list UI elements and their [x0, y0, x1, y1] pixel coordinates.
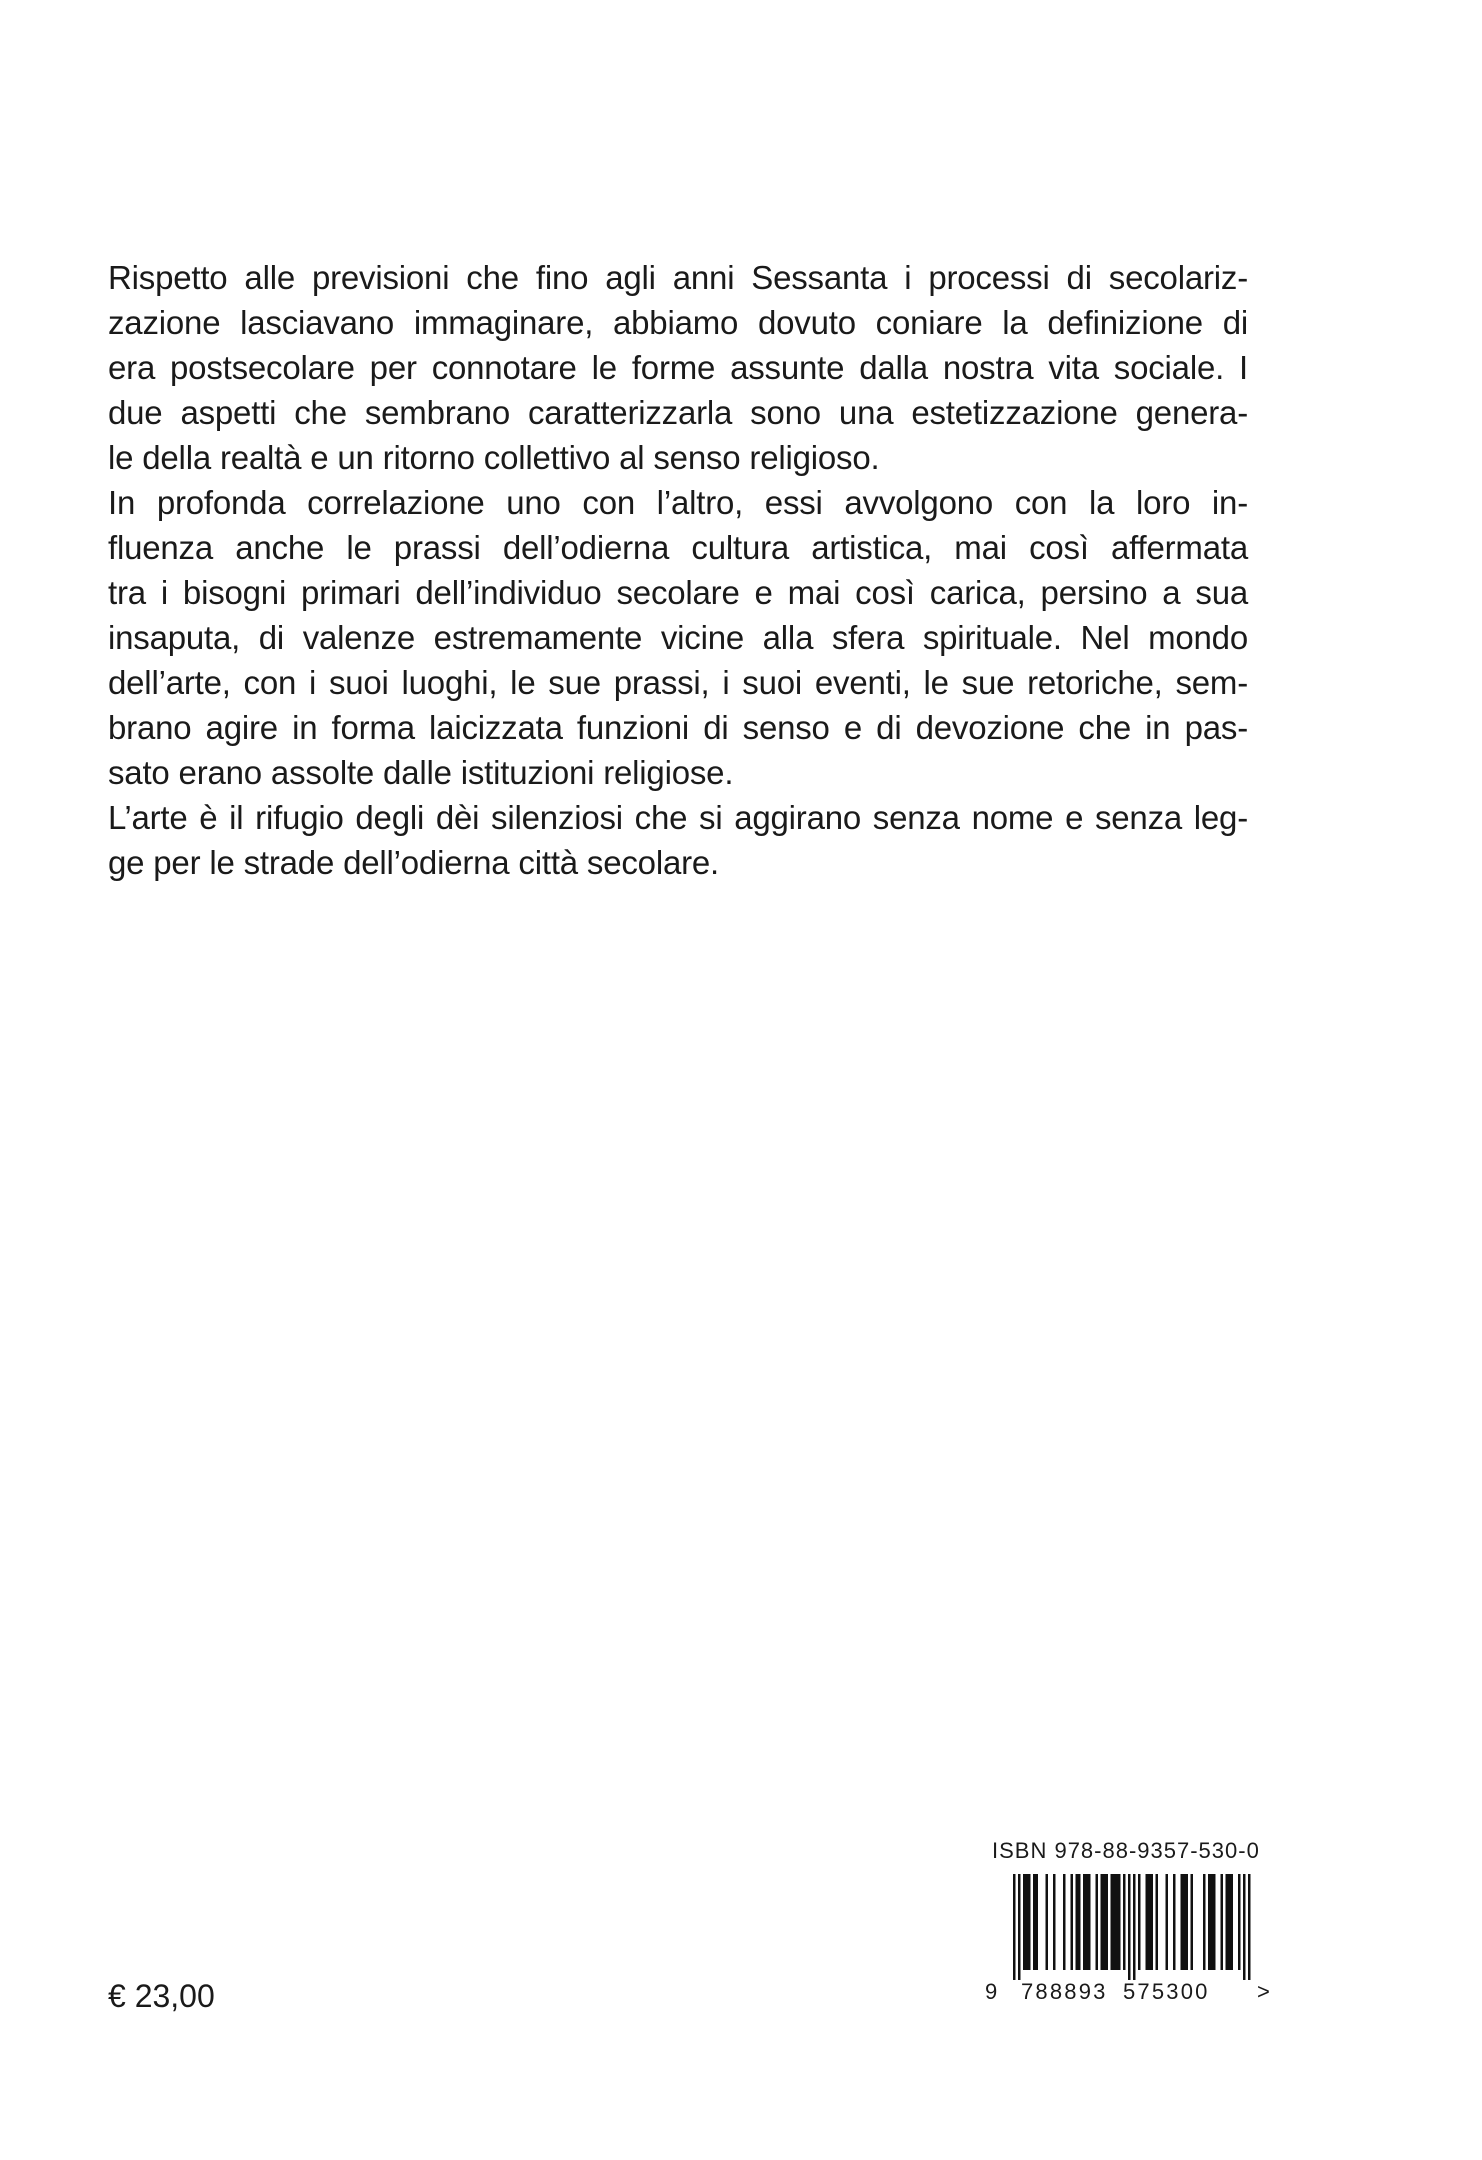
blurb-line: brano agire in forma laicizzata funzioni di senso e di devozione che in pas- [108, 709, 1248, 746]
blurb-line: Rispetto alle previsioni che fino agli anni Sessanta i processi di secolariz- [108, 259, 1248, 296]
barcode-bar [1231, 1874, 1234, 1970]
barcode-bar [1173, 1874, 1176, 1970]
barcode-bar [1213, 1874, 1216, 1970]
barcode-bar [1103, 1874, 1106, 1970]
barcode-bar [1243, 1874, 1246, 1980]
barcode-bar [1183, 1874, 1186, 1970]
barcode-bar [1106, 1874, 1109, 1970]
blurb-line: le della realtà e un ritorno collettivo al senso religioso. [108, 439, 880, 476]
barcode-bar [1186, 1874, 1189, 1970]
price-label: € 23,00 [108, 1978, 215, 2014]
barcode-quiet-marker: > [1257, 1979, 1270, 2004]
blurb-line: zazione lasciavano immaginare, abbiamo dovuto coniare la definizione di [108, 304, 1248, 341]
barcode-bar [1116, 1874, 1119, 1970]
barcode-bar [1226, 1874, 1229, 1970]
barcode-bar [1133, 1874, 1136, 1980]
barcode-bar [1028, 1874, 1031, 1970]
barcode-bar [1033, 1874, 1036, 1970]
barcode-bar [1053, 1874, 1056, 1970]
barcode-first-digit: 9 [985, 1979, 998, 2004]
barcode-bar [1138, 1874, 1141, 1970]
barcode-bar [1208, 1874, 1211, 1970]
barcode-bar [1096, 1874, 1099, 1970]
barcode-bar [1046, 1874, 1049, 1970]
barcode-bar [1123, 1874, 1126, 1970]
barcode-bar [1036, 1874, 1039, 1970]
blurb-line: ge per le strade dell’odierna città secolare. [108, 844, 720, 881]
barcode-bar [1013, 1874, 1016, 1980]
blurb-line: dell’arte, con i suoi luoghi, le sue prassi, i suoi eventi, le sue retoriche, sem- [108, 664, 1248, 701]
barcode-bar [1146, 1874, 1149, 1970]
barcode-bar [1156, 1874, 1159, 1970]
barcode-bar [1203, 1874, 1206, 1970]
barcode-bar [1151, 1874, 1154, 1970]
isbn-block [985, 1838, 1285, 2004]
blurb-line: In profonda correlazione uno con l’altro, essi avvolgono con la loro in- [108, 484, 1248, 521]
barcode-bar [1228, 1874, 1231, 1970]
barcode-right-group: 575300 [1123, 1979, 1210, 2004]
barcode-bar [1191, 1874, 1194, 1970]
barcode-left-group: 788893 [1021, 1979, 1108, 2004]
barcode-bar [1071, 1874, 1074, 1970]
barcode-bar [1211, 1874, 1214, 1970]
barcode-bar [1181, 1874, 1184, 1970]
barcode-bar [1023, 1874, 1026, 1970]
blurb-line: due aspetti che sembrano caratterizzarla sono una estetizzazione genera- [108, 394, 1248, 431]
barcode-bar [1238, 1874, 1241, 1970]
blurb-line: insaputa, di valenze estremamente vicine alla sfera spirituale. Nel mondo [108, 619, 1248, 656]
blurb-line: fluenza anche le prassi dell’odierna cultura artistica, mai così affermata [108, 529, 1248, 566]
back-cover-blurb [108, 255, 1248, 885]
barcode-bar [1118, 1874, 1121, 1970]
barcode-bar [1166, 1874, 1169, 1970]
barcode-image [1013, 1874, 1253, 1980]
barcode-bar [1026, 1874, 1029, 1970]
blurb-line: era postsecolare per connotare le forme assunte dalla nostra vita sociale. I [108, 349, 1248, 386]
barcode-bar [1063, 1874, 1066, 1970]
isbn-label: ISBN 978-88-9357-530-0 [992, 1838, 1260, 1863]
blurb-line: L’arte è il rifugio degli dèi silenziosi che si aggirano senza nome e senza leg- [108, 799, 1248, 836]
barcode-bar [1113, 1874, 1116, 1970]
barcode-bar [1088, 1874, 1091, 1970]
barcode-bar [1101, 1874, 1104, 1970]
blurb-line: sato erano assolte dalle istituzioni religiose. [108, 754, 734, 791]
barcode-bar [1018, 1874, 1021, 1980]
barcode-bar [1083, 1874, 1086, 1970]
barcode-bar [1128, 1874, 1131, 1980]
barcode-digits [985, 1978, 1285, 2006]
barcode-bar [1248, 1874, 1251, 1980]
barcode-bar [1076, 1874, 1079, 1970]
barcode-bar [1111, 1874, 1114, 1970]
barcode-bar [1221, 1874, 1224, 1970]
barcode-bar [1148, 1874, 1151, 1970]
barcode-bar [1086, 1874, 1089, 1970]
barcode-bar [1078, 1874, 1081, 1970]
blurb-line: tra i bisogni primari dell’individuo secolare e mai così carica, persino a sua [108, 574, 1248, 611]
